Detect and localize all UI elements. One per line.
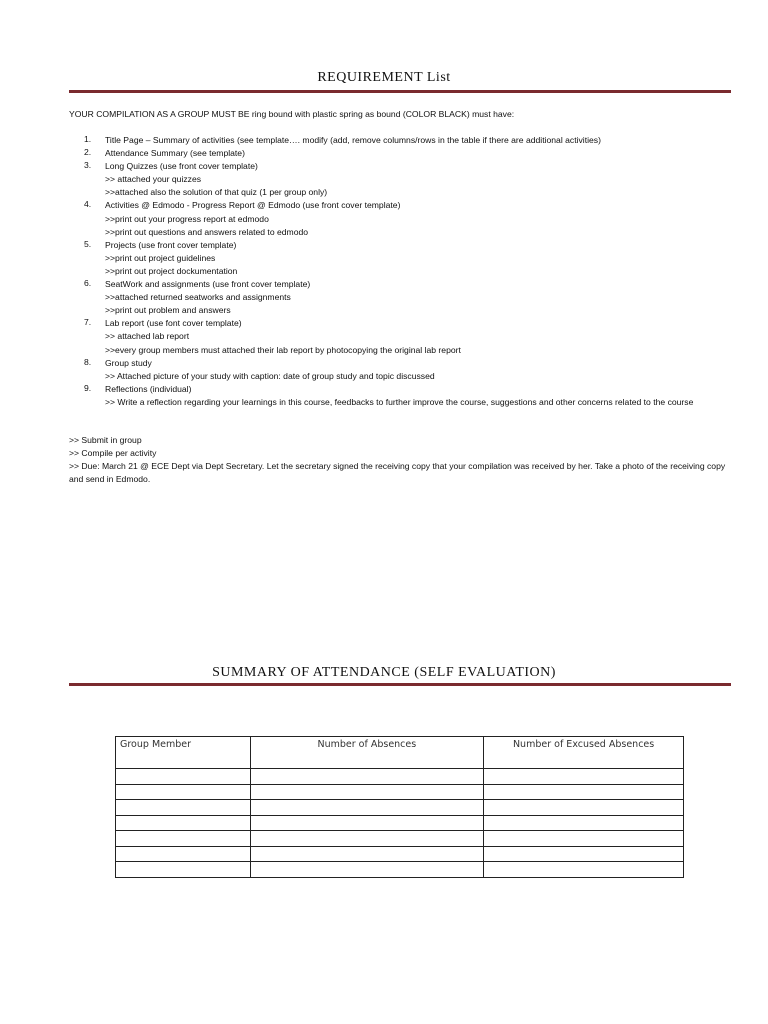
list-item <box>84 239 734 278</box>
list-item-subnote: >> Write a reflection regarding your learnings in this course, feedbacks to further improve the course, suggestions and other concerns related to the course <box>105 396 694 407</box>
table-row <box>116 815 684 831</box>
table-cell <box>116 831 251 847</box>
column-header-absences: Number of Absences <box>250 737 484 769</box>
list-item-text: Long Quizzes (use front cover template) <box>105 161 258 172</box>
list-item-number: 6. <box>84 278 92 289</box>
list-item <box>84 317 734 356</box>
column-header-group-member: Group Member <box>116 737 251 769</box>
table-cell <box>484 800 684 816</box>
list-item-subnote: >>attached also the solution of that quiz (1 per group only) <box>105 187 328 198</box>
list-item-subnote: >>print out project dockumentation <box>105 265 238 276</box>
table-cell <box>250 800 484 816</box>
table-cell <box>116 815 251 831</box>
list-item-text: Lab report (use font cover template) <box>105 318 242 329</box>
note-line: >> Compile per activity <box>69 448 157 459</box>
list-item-text: Title Page – Summary of activities (see template…. modify (add, remove columns/rows in the table if there are additional activities) <box>105 135 601 145</box>
list-item-subnote: >> attached your quizzes <box>105 174 202 185</box>
requirement-list <box>84 134 734 409</box>
table-cell <box>484 846 684 862</box>
list-item-number: 8. <box>84 356 92 367</box>
attendance-table <box>115 736 684 878</box>
table-cell <box>484 862 684 878</box>
requirement-list-title: REQUIREMENT List <box>317 70 451 85</box>
list-item-number: 2. <box>84 147 92 158</box>
list-item-text: Reflections (individual) <box>105 383 192 394</box>
title-divider <box>69 90 731 93</box>
table-row <box>116 800 684 816</box>
list-item-number: 7. <box>84 317 92 328</box>
list-item <box>84 147 734 160</box>
list-item-text: Projects (use front cover template) <box>105 239 237 250</box>
table-cell <box>484 831 684 847</box>
table-cell <box>250 862 484 878</box>
list-item <box>84 357 734 383</box>
list-item-subnote: >>print out problem and answers <box>105 305 231 316</box>
list-item <box>84 199 734 238</box>
table-cell <box>250 831 484 847</box>
list-item <box>84 278 734 317</box>
list-item-number: 1. <box>84 134 92 144</box>
list-item-subnote: >>every group members must attached their lab report by photocopying the original lab report <box>105 344 461 355</box>
table-row <box>116 769 684 785</box>
list-item-subnote: >> Attached picture of your study with caption: date of group study and topic discussed <box>105 370 435 381</box>
list-item-subnote: >>print out your progress report at edmodo <box>105 213 269 224</box>
table-cell <box>250 846 484 862</box>
table-cell <box>116 769 251 785</box>
table-cell <box>484 769 684 785</box>
intro-text: YOUR COMPILATION AS A GROUP MUST BE ring bound with plastic spring as bound (COLOR BLACK) must have: <box>69 109 515 119</box>
table-cell <box>250 769 484 785</box>
column-header-excused-absences: Number of Excused Absences <box>484 737 684 769</box>
list-item-text: Group study <box>105 357 152 368</box>
table-row <box>116 846 684 862</box>
table-cell <box>116 862 251 878</box>
list-item-subnote: >>print out project guidelines <box>105 252 216 263</box>
table-row <box>116 862 684 878</box>
list-item-subnote: >>print out questions and answers related to edmodo <box>105 226 309 237</box>
attendance-title-divider <box>69 683 731 686</box>
table-cell <box>250 784 484 800</box>
table-cell <box>116 800 251 816</box>
table-header-row <box>116 737 684 769</box>
table-cell <box>484 815 684 831</box>
submission-notes <box>69 434 729 486</box>
table-row <box>116 784 684 800</box>
table-cell <box>484 784 684 800</box>
table-cell <box>116 846 251 862</box>
table-cell <box>250 815 484 831</box>
list-item <box>84 383 734 409</box>
table-cell <box>116 784 251 800</box>
list-item-number: 9. <box>84 382 92 393</box>
list-item-number: 5. <box>84 238 92 249</box>
list-item-number: 3. <box>84 160 92 171</box>
list-item-subnote: >> attached lab report <box>105 331 190 342</box>
list-item <box>84 134 734 147</box>
note-line: >> Due: March 21 @ ECE Dept via Dept Secretary. Let the secretary signed the receiving copy that your compilation was received by her. Take a photo of the receiving copy and send in Edmodo. <box>69 461 726 485</box>
note-line: >> Submit in group <box>69 435 142 445</box>
attendance-summary-title: SUMMARY OF ATTENDANCE (SELF EVALUATION) <box>212 665 556 680</box>
list-item <box>84 160 734 199</box>
list-item-text: Attendance Summary (see template) <box>105 148 245 159</box>
list-item-text: Activities @ Edmodo - Progress Report @ Edmodo (use front cover template) <box>105 200 401 211</box>
list-item-text: SeatWork and assignments (use front cover template) <box>105 279 311 290</box>
table-row <box>116 831 684 847</box>
list-item-number: 4. <box>84 199 92 210</box>
list-item-subnote: >>attached returned seatworks and assignments <box>105 292 291 303</box>
